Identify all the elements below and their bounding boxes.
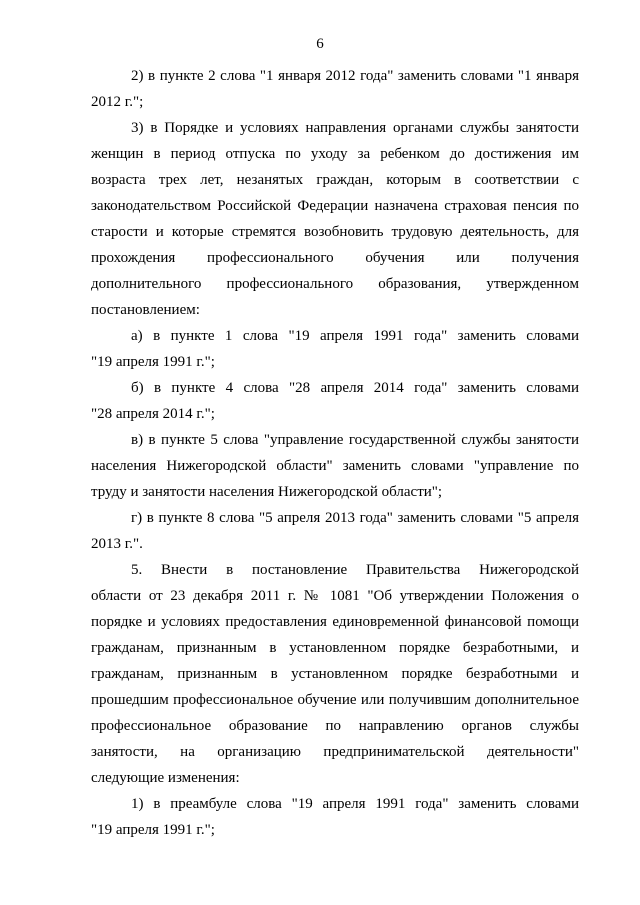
text-line: дополнительного профессионального образования, утвержденном: [91, 276, 579, 292]
text-line: а) в пункте 1 слова "19 апреля 1991 года" заменить словами: [131, 328, 579, 344]
text-line: труду и занятости населения Нижегородской области";: [91, 484, 443, 500]
text-line: б) в пункте 4 слова "28 апреля 2014 года" заменить словами: [131, 380, 579, 396]
text-line: 3) в Порядке и условиях направления органами службы занятости: [131, 120, 579, 136]
text-line: 2012 г.";: [91, 94, 144, 110]
text-line: "19 апреля 1991 г.";: [91, 822, 215, 838]
text-line: гражданам, признанным в установленном порядке безработными, и: [91, 640, 579, 656]
document-text: [91, 63, 579, 843]
text-line: занятости, на организацию предпринимательской деятельности": [91, 744, 579, 760]
text-line: старости и которые стремятся возобновить трудовую деятельность, для: [91, 224, 579, 240]
text-line: 1) в преамбуле слова "19 апреля 1991 года" заменить словами: [131, 796, 579, 812]
text-line: прохождения профессионального обучения или получения: [91, 250, 579, 266]
text-line: населения Нижегородской области" заменить словами "управление по: [91, 458, 579, 474]
text-line: 2013 г.".: [91, 536, 143, 552]
text-line: 2) в пункте 2 слова "1 января 2012 года" заменить словами "1 января: [131, 68, 579, 84]
text-line: прошедшим профессиональное обучение или получившим дополнительное: [91, 692, 579, 708]
text-line: порядке и условиях предоставления единовременной финансовой помощи: [91, 614, 579, 630]
text-line: "28 апреля 2014 г.";: [91, 406, 215, 422]
text-line: законодательством Российской Федерации назначена страховая пенсия по: [91, 198, 579, 214]
text-line: возраста трех лет, незанятых граждан, которым в соответствии с: [91, 172, 579, 188]
text-line: "19 апреля 1991 г.";: [91, 354, 215, 370]
text-line: постановлением:: [91, 302, 200, 318]
text-line: области от 23 декабря 2011 г. № 1081 "Об утверждении Положения о: [91, 588, 579, 604]
text-line: 5. Внести в постановление Правительства Нижегородской: [131, 562, 579, 578]
page-number: 6: [316, 36, 324, 52]
text-line: гражданам, признанным в установленном порядке безработными и: [91, 666, 579, 682]
text-line: следующие изменения:: [91, 770, 240, 786]
text-line: женщин в период отпуска по уходу за ребенком до достижения им: [91, 146, 579, 162]
text-line: в) в пункте 5 слова "управление государственной службы занятости: [131, 432, 579, 448]
text-line: г) в пункте 8 слова "5 апреля 2013 года" заменить словами "5 апреля: [131, 510, 579, 526]
text-line: профессиональное образование по направлению органов службы: [91, 718, 579, 734]
